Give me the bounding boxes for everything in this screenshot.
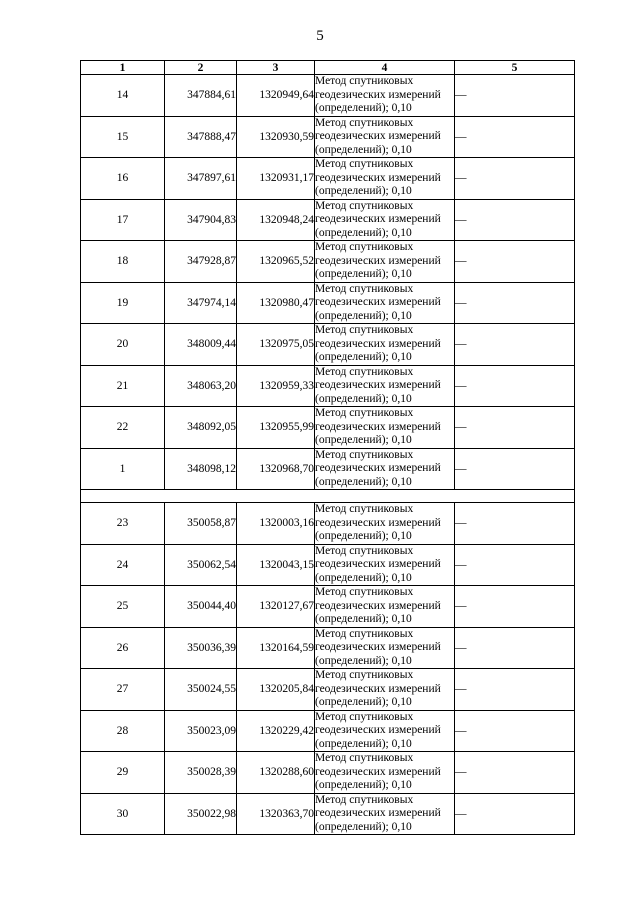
coordinate-y: 1320229,42: [237, 710, 315, 752]
method-description: [315, 586, 455, 628]
method-line: геодезических измерений: [315, 516, 441, 529]
header-col-2: 2: [165, 61, 237, 75]
method-description: [315, 241, 455, 283]
table-row: [81, 241, 575, 283]
group-separator-row: [81, 490, 575, 503]
coordinate-x: 347974,14: [165, 282, 237, 324]
method-line: (определений); 0,10: [315, 143, 412, 156]
method-line: Метод спутниковых: [315, 116, 414, 129]
method-line: (определений); 0,10: [315, 351, 412, 363]
description-dash: —: [455, 544, 575, 586]
point-number: 14: [81, 75, 165, 117]
method-line: Метод спутниковых: [315, 448, 414, 461]
point-number: 25: [81, 586, 165, 628]
method-line: Метод спутниковых: [315, 158, 414, 170]
header-col-1: 1: [81, 61, 165, 75]
point-number: 28: [81, 710, 165, 752]
coordinate-y: 1320949,64: [237, 75, 315, 117]
method-line: (определений); 0,10: [315, 737, 412, 750]
method-line: геодезических измерений: [315, 296, 441, 308]
point-number: 23: [81, 503, 165, 545]
coordinate-x: 347897,61: [165, 158, 237, 200]
coordinate-y: 1320930,59: [237, 116, 315, 158]
table-header-row: [81, 61, 575, 75]
coordinate-y: 1320948,24: [237, 199, 315, 241]
point-number: 22: [81, 407, 165, 449]
table-row: [81, 324, 575, 366]
point-number: 16: [81, 158, 165, 200]
description-dash: —: [455, 407, 575, 449]
coordinate-x: 350062,54: [165, 544, 237, 586]
coordinate-x: 348009,44: [165, 324, 237, 366]
method-description: [315, 116, 455, 158]
description-dash: —: [455, 752, 575, 794]
point-number: 24: [81, 544, 165, 586]
point-number: 21: [81, 365, 165, 407]
method-description: [315, 365, 455, 407]
coordinate-x: 350024,55: [165, 669, 237, 711]
method-line: (определений); 0,10: [315, 309, 412, 322]
description-dash: —: [455, 116, 575, 158]
coordinate-x: 347888,47: [165, 116, 237, 158]
method-description: [315, 158, 455, 200]
method-line: геодезических измерений: [315, 724, 441, 736]
coordinate-x: 350058,87: [165, 503, 237, 545]
method-line: геодезических измерений: [315, 641, 441, 653]
method-line: (определений); 0,10: [315, 392, 412, 405]
point-number: 19: [81, 282, 165, 324]
method-line: Метод спутниковых: [315, 627, 414, 640]
method-line: геодезических измерений: [315, 213, 441, 225]
method-description: [315, 793, 455, 835]
method-line: геодезических измерений: [315, 599, 441, 612]
header-col-3: 3: [237, 61, 315, 75]
table-row: [81, 75, 575, 117]
page-number: 5: [316, 28, 324, 44]
description-dash: —: [455, 669, 575, 711]
coordinate-y: 1320043,15: [237, 544, 315, 586]
table-row: [81, 544, 575, 586]
coordinate-x: 348092,05: [165, 407, 237, 449]
description-dash: —: [455, 710, 575, 752]
coordinate-y: 1320931,17: [237, 158, 315, 200]
method-description: [315, 627, 455, 669]
table-body: [81, 75, 575, 835]
method-line: Метод спутниковых: [315, 407, 414, 419]
method-line: геодезических измерений: [315, 337, 441, 350]
table-row: [81, 627, 575, 669]
method-description: [315, 75, 455, 117]
method-line: Метод спутниковых: [315, 241, 414, 253]
point-number: 18: [81, 241, 165, 283]
point-number: 1: [81, 448, 165, 490]
header-col-5: 5: [455, 61, 575, 75]
table-row: [81, 503, 575, 545]
coordinate-y: 1320164,59: [237, 627, 315, 669]
description-dash: —: [455, 365, 575, 407]
description-dash: —: [455, 199, 575, 241]
coordinate-x: 350022,98: [165, 793, 237, 835]
method-line: (определений); 0,10: [315, 434, 412, 446]
coordinates-table: [80, 60, 575, 835]
method-line: геодезических измерений: [315, 462, 441, 474]
table-row: [81, 669, 575, 711]
method-line: Метод спутниковых: [315, 586, 414, 598]
coordinate-x: 350044,40: [165, 586, 237, 628]
method-line: геодезических измерений: [315, 88, 441, 101]
coordinate-y: 1320205,84: [237, 669, 315, 711]
coordinate-x: 347884,61: [165, 75, 237, 117]
method-description: [315, 199, 455, 241]
description-dash: —: [455, 324, 575, 366]
coordinate-x: 350028,39: [165, 752, 237, 794]
table-row: [81, 158, 575, 200]
point-number: 30: [81, 793, 165, 835]
method-line: (определений); 0,10: [315, 226, 412, 239]
point-number: 27: [81, 669, 165, 711]
description-dash: —: [455, 627, 575, 669]
table-row: [81, 448, 575, 490]
description-dash: —: [455, 241, 575, 283]
separator-cell: [81, 490, 575, 503]
coordinate-y: 1320955,99: [237, 407, 315, 449]
method-line: геодезических измерений: [315, 130, 441, 142]
method-line: Метод спутниковых: [315, 710, 414, 723]
method-description: [315, 503, 455, 545]
coordinate-x: 347928,87: [165, 241, 237, 283]
point-number: 15: [81, 116, 165, 158]
description-dash: —: [455, 282, 575, 324]
coordinate-y: 1320288,60: [237, 752, 315, 794]
method-line: (определений); 0,10: [315, 820, 412, 833]
description-dash: —: [455, 793, 575, 835]
method-line: Метод спутниковых: [315, 752, 414, 764]
method-line: (определений); 0,10: [315, 779, 412, 791]
method-line: геодезических измерений: [315, 807, 441, 819]
coordinate-x: 348098,12: [165, 448, 237, 490]
table-row: [81, 586, 575, 628]
table-row: [81, 793, 575, 835]
method-line: Метод спутниковых: [315, 793, 414, 806]
method-description: [315, 324, 455, 366]
description-dash: —: [455, 158, 575, 200]
method-line: (определений); 0,10: [315, 102, 412, 114]
description-dash: —: [455, 586, 575, 628]
coordinate-y: 1320965,52: [237, 241, 315, 283]
method-line: геодезических измерений: [315, 171, 441, 184]
coordinate-y: 1320968,70: [237, 448, 315, 490]
coordinate-y: 1320127,67: [237, 586, 315, 628]
coordinate-y: 1320363,70: [237, 793, 315, 835]
method-description: [315, 407, 455, 449]
coordinate-x: 347904,83: [165, 199, 237, 241]
method-line: Метод спутниковых: [315, 282, 414, 295]
table-row: [81, 752, 575, 794]
method-line: геодезических измерений: [315, 379, 441, 391]
coordinate-y: 1320980,47: [237, 282, 315, 324]
method-description: [315, 282, 455, 324]
coordinate-x: 350023,09: [165, 710, 237, 752]
method-description: [315, 752, 455, 794]
coordinate-x: 348063,20: [165, 365, 237, 407]
header-col-4: 4: [315, 61, 455, 75]
coordinate-y: 1320003,16: [237, 503, 315, 545]
point-number: 17: [81, 199, 165, 241]
table-row: [81, 365, 575, 407]
method-line: Метод спутниковых: [315, 544, 414, 557]
table-row: [81, 407, 575, 449]
method-description: [315, 448, 455, 490]
method-line: (определений); 0,10: [315, 654, 412, 667]
method-description: [315, 669, 455, 711]
method-line: (определений); 0,10: [315, 696, 412, 708]
method-line: геодезических измерений: [315, 254, 441, 267]
method-line: Метод спутниковых: [315, 365, 414, 378]
method-line: Метод спутниковых: [315, 503, 414, 515]
point-number: 26: [81, 627, 165, 669]
method-description: [315, 544, 455, 586]
method-line: (определений); 0,10: [315, 475, 412, 488]
coordinate-y: 1320959,33: [237, 365, 315, 407]
method-line: Метод спутниковых: [315, 199, 414, 212]
method-line: геодезических измерений: [315, 682, 441, 695]
description-dash: —: [455, 75, 575, 117]
method-description: [315, 710, 455, 752]
method-line: (определений); 0,10: [315, 613, 412, 625]
method-line: Метод спутниковых: [315, 669, 414, 681]
method-line: (определений); 0,10: [315, 185, 412, 197]
coordinate-y: 1320975,05: [237, 324, 315, 366]
method-line: Метод спутниковых: [315, 75, 414, 87]
table-row: [81, 199, 575, 241]
description-dash: —: [455, 448, 575, 490]
description-dash: —: [455, 503, 575, 545]
method-line: геодезических измерений: [315, 558, 441, 570]
method-line: геодезических измерений: [315, 765, 441, 778]
method-line: (определений); 0,10: [315, 268, 412, 280]
table-row: [81, 116, 575, 158]
method-line: геодезических измерений: [315, 420, 441, 433]
method-line: Метод спутниковых: [315, 324, 414, 336]
method-line: (определений); 0,10: [315, 530, 412, 542]
coordinate-x: 350036,39: [165, 627, 237, 669]
method-line: (определений); 0,10: [315, 571, 412, 584]
point-number: 20: [81, 324, 165, 366]
table-row: [81, 282, 575, 324]
point-number: 29: [81, 752, 165, 794]
table-row: [81, 710, 575, 752]
